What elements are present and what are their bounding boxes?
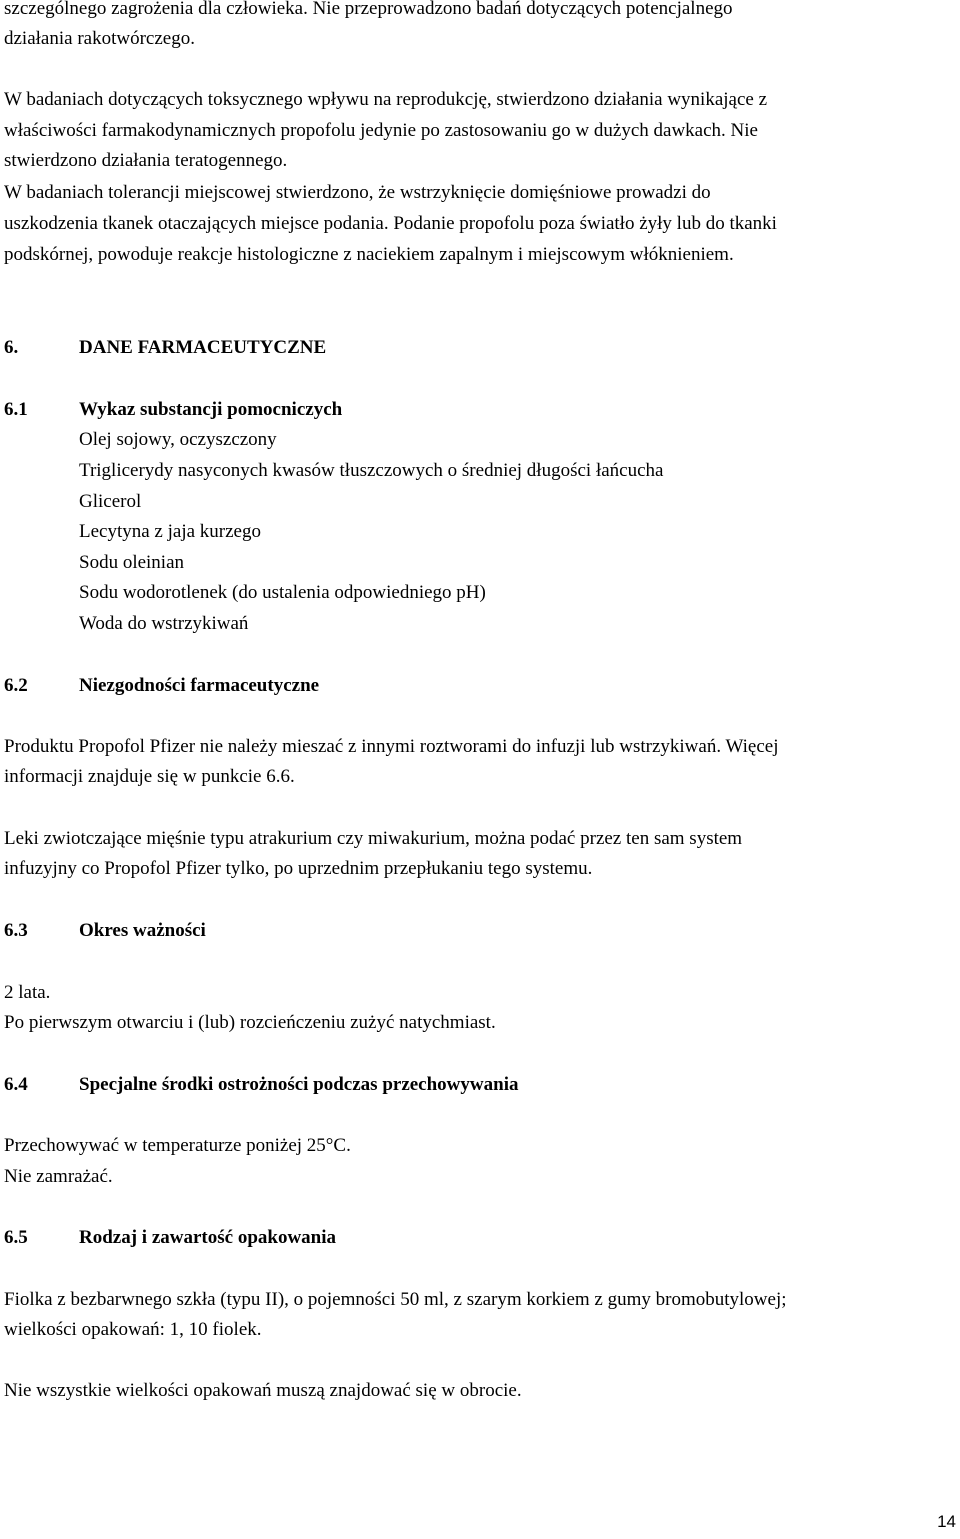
list-item: Triglicerydy nasyconych kwasów tłuszczowych o średniej długości łańcucha (79, 460, 664, 481)
subsection-number: 6.1 (4, 399, 28, 420)
subsection-title: Wykaz substancji pomocniczych (79, 399, 343, 420)
text-line: infuzyjny co Propofol Pfizer tylko, po uprzednim przepłukaniu tego systemu. (4, 858, 593, 879)
subsection-heading (4, 1073, 518, 1097)
page-number: 14 (937, 1512, 956, 1531)
subsection-heading (4, 674, 319, 698)
list-item: Olej sojowy, oczyszczony (79, 429, 277, 450)
subsection-title: Specjalne środki ostrożności podczas przechowywania (79, 1074, 519, 1095)
text-line: W badaniach tolerancji miejscowej stwierdzono, że wstrzyknięcie domięśniowe prowadzi do (4, 182, 711, 203)
text-line: działania rakotwórczego. (4, 28, 195, 49)
text-line: Fiolka z bezbarwnego szkła (typu II), o pojemności 50 ml, z szarym korkiem z gumy bromobutylowej; (4, 1289, 787, 1310)
text-line: 2 lata. (4, 982, 51, 1003)
subsection-heading (4, 398, 342, 422)
list-item: Woda do wstrzykiwań (79, 613, 249, 634)
list-item: Lecytyna z jaja kurzego (79, 521, 261, 542)
text-line: Przechowywać w temperaturze poniżej 25°C. (4, 1135, 351, 1156)
subsection-heading (4, 1226, 336, 1250)
text-line: Po pierwszym otwarciu i (lub) rozcieńczeniu zużyć natychmiast. (4, 1012, 496, 1033)
text-line: W badaniach dotyczących toksycznego wpływu na reprodukcję, stwierdzono działania wynikające z (4, 89, 768, 110)
section-heading (4, 336, 326, 360)
text-line: Leki zwiotczające mięśnie typu atrakurium czy miwakurium, można podać przez ten sam system (4, 828, 743, 849)
subsection-number: 6.4 (4, 1074, 28, 1095)
text-line: podskórnej, powoduje reakcje histologiczne z naciekiem zapalnym i miejscowym włóknieniem. (4, 244, 734, 265)
subsection-number: 6.3 (4, 920, 28, 941)
text-line: Produktu Propofol Pfizer nie należy mieszać z innymi roztworami do infuzji lub wstrzykiwań. Więcej (4, 736, 779, 757)
text-line: informacji znajduje się w punkcie 6.6. (4, 766, 295, 787)
list-item: Sodu wodorotlenek (do ustalenia odpowiedniego pH) (79, 582, 486, 603)
text-line: uszkodzenia tkanek otaczających miejsce podania. Podanie propofolu poza światło żyły lub do tkanki (4, 213, 777, 234)
subsection-number: 6.5 (4, 1227, 28, 1248)
text-line: stwierdzono działania teratogennego. (4, 150, 288, 171)
text-line: właściwości farmakodynamicznych propofolu jedynie po zastosowaniu go w dużych dawkach. Nie (4, 120, 758, 141)
section-title: DANE FARMACEUTYCZNE (79, 337, 327, 358)
text-line: Nie zamrażać. (4, 1166, 113, 1187)
text-line: wielkości opakowań: 1, 10 fiolek. (4, 1319, 262, 1340)
section-number: 6. (4, 337, 19, 358)
text-line: szczególnego zagrożenia dla człowieka. Nie przeprowadzono badań dotyczących potencjalnego (4, 0, 733, 19)
list-item: Sodu oleinian (79, 552, 185, 573)
subsection-heading (4, 919, 206, 943)
subsection-number: 6.2 (4, 675, 28, 696)
subsection-title: Okres ważności (79, 920, 206, 941)
subsection-title: Rodzaj i zawartość opakowania (79, 1227, 337, 1248)
list-item: Glicerol (79, 491, 142, 512)
subsection-title: Niezgodności farmaceutyczne (79, 675, 320, 696)
paragraph-pack-sizes: Nie wszystkie wielkości opakowań muszą znajdować się w obrocie. (4, 1380, 522, 1401)
